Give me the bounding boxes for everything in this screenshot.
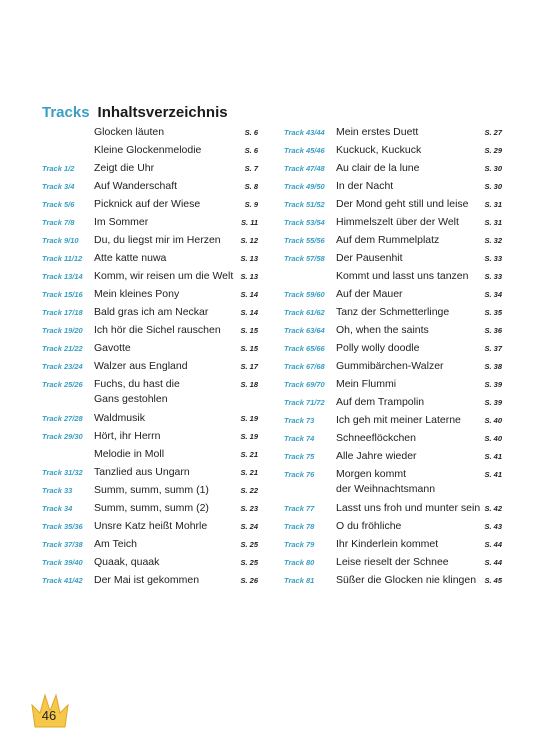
toc-entry (42, 214, 258, 232)
page-reference: S. 13 (240, 272, 258, 281)
song-title (336, 161, 419, 176)
toc-entry (42, 536, 258, 554)
song-title-line: Du, du liegst mir im Herzen (94, 234, 221, 246)
song-title-line: Gummibärchen-Walzer (336, 360, 444, 372)
song-title-line: Auf dem Rummelplatz (336, 234, 440, 246)
track-number: Track 1/2 (42, 164, 75, 173)
page-reference: S. 21 (240, 450, 258, 459)
track-number: Track 11/12 (42, 254, 83, 263)
track-number: Track 29/30 (42, 432, 83, 441)
page-reference: S. 45 (484, 576, 502, 585)
page-reference: S. 6 (244, 128, 258, 137)
song-title (94, 411, 145, 426)
song-title (336, 573, 476, 588)
song-title-line: Im Sommer (94, 216, 149, 228)
song-title-line: Unsre Katz heißt Mohrle (94, 520, 208, 532)
song-title (336, 341, 419, 356)
track-number: Track 35/36 (42, 522, 83, 531)
song-title (336, 519, 401, 534)
song-title (336, 413, 461, 428)
song-title-line: Kuckuck, Kuckuck (336, 144, 422, 156)
song-title-line: Gans gestohlen (94, 393, 168, 405)
song-title-line: Der Pausenhit (336, 252, 403, 264)
page-reference: S. 6 (244, 146, 258, 155)
track-number: Track 41/42 (42, 576, 83, 585)
toc-entry (42, 554, 258, 572)
page-reference: S. 41 (484, 452, 502, 461)
page-reference: S. 31 (484, 218, 502, 227)
track-number: Track 57/58 (284, 254, 325, 263)
toc-entry (42, 572, 258, 590)
song-title-line: Ich geh mit meiner Laterne (336, 414, 461, 426)
song-title-line: Glocken läuten (94, 126, 165, 138)
page-reference: S. 35 (484, 308, 502, 317)
track-number: Track 75 (284, 452, 315, 461)
song-title-line: Atte katte nuwa (94, 252, 167, 264)
song-title-line: Polly wolly doodle (336, 342, 420, 354)
page-reference: S. 13 (240, 254, 258, 263)
page-reference: S. 37 (484, 344, 502, 353)
song-title-line: Mein erstes Duett (336, 126, 419, 138)
song-title-line: Auf dem Trampolin (336, 396, 425, 408)
page-reference: S. 25 (240, 558, 258, 567)
toc-entry (284, 554, 502, 572)
toc-entry (42, 142, 258, 160)
toc-entry (42, 376, 258, 410)
toc-entry (284, 412, 502, 430)
track-number: Track 27/28 (42, 414, 83, 423)
page-reference: S. 44 (484, 540, 502, 549)
song-title (336, 377, 396, 392)
page-reference: S. 23 (240, 504, 258, 513)
song-title (336, 537, 438, 552)
page-reference: S. 19 (240, 414, 258, 423)
toc-column-left (42, 124, 258, 590)
song-title-line: Walzer aus England (94, 360, 188, 372)
track-number: Track 78 (284, 522, 315, 531)
page-reference: S. 15 (240, 326, 258, 335)
song-title-line: der Weihnachtsmann (336, 483, 436, 495)
song-title-line: Morgen kommt (336, 468, 407, 480)
song-title-line: Waldmusik (94, 412, 145, 424)
song-title (94, 287, 179, 302)
page-reference: S. 42 (484, 504, 502, 513)
song-title-line: O du fröhliche (336, 520, 402, 532)
page-reference: S. 24 (240, 522, 258, 531)
song-title-line: Au clair de la lune (336, 162, 420, 174)
toc-entry (42, 358, 258, 376)
page-reference: S. 12 (240, 236, 258, 245)
track-number: Track 80 (284, 558, 315, 567)
song-title-line: Zeigt die Uhr (94, 162, 155, 174)
track-number: Track 13/14 (42, 272, 83, 281)
page-reference: S. 30 (484, 182, 502, 191)
song-title (94, 519, 207, 534)
toc-entry (42, 410, 258, 428)
page-reference: S. 31 (484, 200, 502, 209)
toc-entry (42, 178, 258, 196)
song-title (336, 179, 393, 194)
page-reference: S. 41 (484, 470, 502, 479)
page-reference: S. 38 (484, 362, 502, 371)
track-number: Track 47/48 (284, 164, 325, 173)
track-number: Track 55/56 (284, 236, 325, 245)
song-title-line: Mein Flummi (336, 378, 397, 390)
song-title (94, 125, 164, 140)
song-title-line: Der Mai ist gekommen (94, 574, 200, 586)
song-title (94, 483, 209, 498)
track-number: Track 49/50 (284, 182, 325, 191)
page-reference: S. 34 (484, 290, 502, 299)
track-number: Track 71/72 (284, 398, 325, 407)
page-reference: S. 32 (484, 236, 502, 245)
song-title (94, 305, 208, 320)
toc-entry (42, 250, 258, 268)
track-number: Track 3/4 (42, 182, 75, 191)
toc-entry (284, 572, 502, 590)
toc-heading (42, 104, 228, 126)
song-title (94, 573, 199, 588)
toc-entry (284, 160, 502, 178)
song-title (94, 215, 148, 230)
track-number: Track 17/18 (42, 308, 83, 317)
song-title (94, 555, 159, 570)
toc-entry (284, 196, 502, 214)
toc-entry (284, 394, 502, 412)
track-number: Track 7/8 (42, 218, 75, 227)
toc-entry (284, 304, 502, 322)
track-number: Track 37/38 (42, 540, 83, 549)
page-reference: S. 8 (244, 182, 258, 191)
track-number: Track 61/62 (284, 308, 325, 317)
heading-tracks-label: Tracks (42, 104, 90, 121)
song-title-line: Fuchs, du hast die (94, 378, 180, 390)
track-number: Track 45/46 (284, 146, 325, 155)
track-number: Track 33 (42, 486, 73, 495)
song-title (336, 125, 418, 140)
song-title (94, 447, 164, 462)
song-title (94, 537, 137, 552)
page-reference: S. 15 (240, 344, 258, 353)
toc-column-right (284, 124, 502, 590)
toc-entry (284, 178, 502, 196)
track-number: Track 19/20 (42, 326, 83, 335)
track-number: Track 43/44 (284, 128, 325, 137)
track-number: Track 69/70 (284, 380, 325, 389)
song-title (336, 501, 480, 516)
song-title-line: Tanzlied aus Ungarn (94, 466, 190, 478)
song-title-line: Mein kleines Pony (94, 288, 180, 300)
song-title (336, 467, 435, 497)
toc-entry (284, 250, 502, 268)
toc-entry (42, 232, 258, 250)
track-number: Track 9/10 (42, 236, 79, 245)
song-title (336, 197, 469, 212)
song-title (94, 359, 188, 374)
song-title-line: Bald gras ich am Neckar (94, 306, 209, 318)
toc-entry (284, 448, 502, 466)
page-reference: S. 44 (484, 558, 502, 567)
page-reference: S. 36 (484, 326, 502, 335)
song-title (94, 323, 221, 338)
song-title-line: Leise rieselt der Schnee (336, 556, 449, 568)
song-title (336, 251, 403, 266)
page-reference: S. 39 (484, 380, 502, 389)
song-title (336, 449, 417, 464)
toc-entry (42, 428, 258, 446)
track-number: Track 81 (284, 576, 315, 585)
song-title-line: Am Teich (94, 538, 137, 550)
toc-entry (42, 500, 258, 518)
song-title (94, 377, 180, 407)
track-number: Track 5/6 (42, 200, 75, 209)
song-title (94, 161, 154, 176)
track-number: Track 77 (284, 504, 315, 513)
song-title (94, 197, 200, 212)
song-title (94, 269, 233, 284)
song-title-line: In der Nacht (336, 180, 394, 192)
toc-entry (42, 518, 258, 536)
toc-entry (42, 340, 258, 358)
toc-entry (284, 340, 502, 358)
track-number: Track 73 (284, 416, 315, 425)
song-title-line: Melodie in Moll (94, 448, 165, 460)
song-title-line: Tanz der Schmetterlinge (336, 306, 450, 318)
toc-entry (284, 376, 502, 394)
page-reference: S. 39 (484, 398, 502, 407)
song-title (336, 287, 403, 302)
song-title-line: Himmelszelt über der Welt (336, 216, 459, 228)
song-title-line: Auf Wanderschaft (94, 180, 178, 192)
page-reference: S. 19 (240, 432, 258, 441)
toc-entry (42, 446, 258, 464)
track-number: Track 15/16 (42, 290, 83, 299)
song-title (336, 143, 421, 158)
page-reference: S. 9 (244, 200, 258, 209)
toc-entry (42, 482, 258, 500)
track-number: Track 53/54 (284, 218, 325, 227)
song-title (336, 431, 416, 446)
song-title-line: Picknick auf der Wiese (94, 198, 201, 210)
track-number: Track 51/52 (284, 200, 325, 209)
song-title-line: Kleine Glockenmelodie (94, 144, 202, 156)
page-reference: S. 7 (244, 164, 258, 173)
track-number: Track 59/60 (284, 290, 325, 299)
song-title (336, 395, 424, 410)
song-title-line: Ihr Kinderlein kommet (336, 538, 439, 550)
toc-entry (284, 286, 502, 304)
page-reference: S. 43 (484, 522, 502, 531)
song-title-line: Kommt und lasst uns tanzen (336, 270, 469, 282)
song-title-line: Quaak, quaak (94, 556, 160, 568)
track-number: Track 23/24 (42, 362, 83, 371)
toc-entry (284, 466, 502, 500)
toc-entry (42, 124, 258, 142)
page-title: Inhaltsverzeichnis (97, 104, 228, 121)
page-reference: S. 22 (240, 486, 258, 495)
song-title (94, 429, 161, 444)
song-title-line: Komm, wir reisen um die Welt (94, 270, 234, 282)
page-reference: S. 14 (240, 308, 258, 317)
toc-entry (42, 464, 258, 482)
toc-entry (284, 232, 502, 250)
track-number: Track 67/68 (284, 362, 325, 371)
song-title-line: Oh, when the saints (336, 324, 429, 336)
track-number: Track 25/26 (42, 380, 83, 389)
toc-entry (42, 304, 258, 322)
toc-entry (284, 500, 502, 518)
page-reference: S. 25 (240, 540, 258, 549)
toc-entry (42, 196, 258, 214)
song-title-line: Summ, summ, summ (1) (94, 484, 209, 496)
toc-entry (42, 268, 258, 286)
track-number: Track 34 (42, 504, 73, 513)
toc-entry (42, 286, 258, 304)
song-title (336, 305, 449, 320)
page-reference: S. 14 (240, 290, 258, 299)
song-title (94, 465, 190, 480)
song-title (94, 143, 201, 158)
song-title-line: Gavotte (94, 342, 131, 354)
toc-entry (284, 358, 502, 376)
page-reference: S. 40 (484, 416, 502, 425)
page-reference: S. 40 (484, 434, 502, 443)
page-reference: S. 30 (484, 164, 502, 173)
song-title (336, 215, 459, 230)
song-title-line: Summ, summ, summ (2) (94, 502, 209, 514)
track-number: Track 74 (284, 434, 315, 443)
song-title-line: Schneeflöckchen (336, 432, 416, 444)
page-reference: S. 29 (484, 146, 502, 155)
toc-entry (284, 518, 502, 536)
page-reference: S. 27 (484, 128, 502, 137)
song-title-line: Ich hör die Sichel rauschen (94, 324, 221, 336)
page-reference: S. 11 (241, 218, 258, 227)
toc-entry (284, 214, 502, 232)
song-title (94, 251, 166, 266)
track-number: Track 21/22 (42, 344, 83, 353)
track-number: Track 63/64 (284, 326, 325, 335)
song-title-line: Alle Jahre wieder (336, 450, 417, 462)
song-title (336, 233, 439, 248)
song-title-line: Auf der Mauer (336, 288, 403, 300)
song-title (336, 323, 429, 338)
song-title-line: Lasst uns froh und munter sein (336, 502, 481, 514)
track-number: Track 31/32 (42, 468, 83, 477)
page-reference: S. 33 (484, 254, 502, 263)
page-number: 46 (41, 708, 57, 723)
song-title (336, 269, 469, 284)
track-number: Track 39/40 (42, 558, 83, 567)
toc-entry (284, 142, 502, 160)
song-title (94, 179, 177, 194)
song-title (336, 359, 444, 374)
page-reference: S. 33 (484, 272, 502, 281)
song-title (94, 501, 209, 516)
page-reference: S. 26 (240, 576, 258, 585)
page-reference: S. 17 (240, 362, 258, 371)
toc-entry (284, 322, 502, 340)
track-number: Track 79 (284, 540, 315, 549)
song-title (94, 233, 221, 248)
track-number: Track 76 (284, 470, 315, 479)
song-title (94, 341, 131, 356)
toc-entry (284, 268, 502, 286)
song-title-line: Süßer die Glocken nie klingen (336, 574, 477, 586)
song-title-line: Der Mond geht still und leise (336, 198, 469, 210)
toc-entry (42, 160, 258, 178)
toc-entry (284, 430, 502, 448)
toc-entry (284, 124, 502, 142)
page-reference: S. 18 (240, 380, 258, 389)
page-reference: S. 21 (240, 468, 258, 477)
track-number: Track 65/66 (284, 344, 325, 353)
toc-entry (284, 536, 502, 554)
song-title-line: Hört, ihr Herrn (94, 430, 161, 442)
song-title (336, 555, 449, 570)
toc-entry (42, 322, 258, 340)
